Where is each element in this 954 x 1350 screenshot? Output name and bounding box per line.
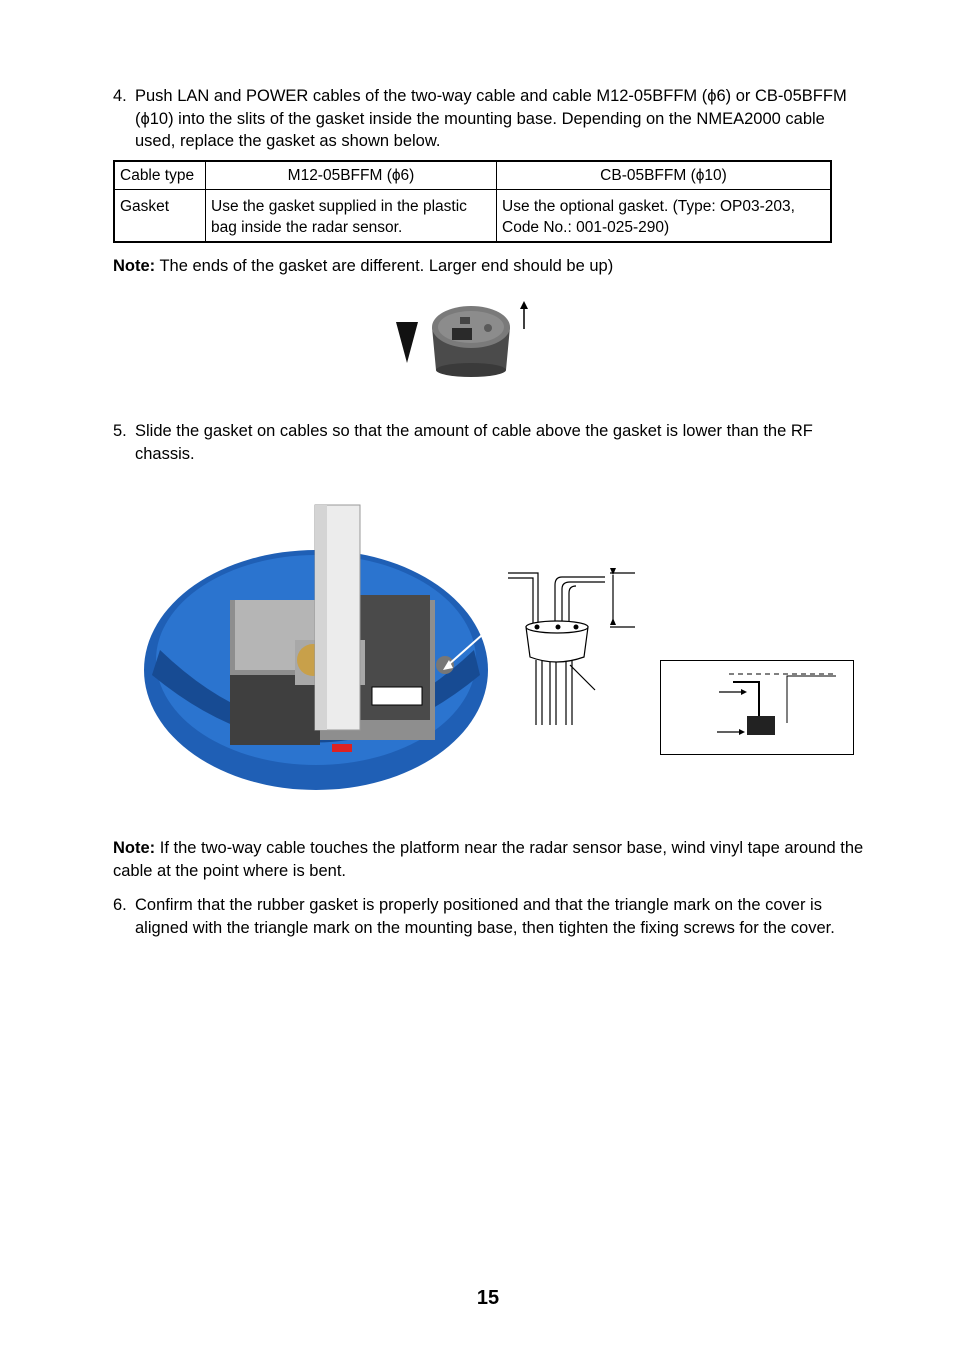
table-cell: Gasket [114,190,206,243]
note-label: Note: [113,839,156,857]
note-gasket-ends [113,255,873,278]
step-number: 4. [113,87,127,105]
step-number: 6. [113,896,127,914]
inset-drawing [661,661,853,754]
inset-diagram [660,660,854,755]
note-text: The ends of the gasket are different. Larger end should be up) [155,257,614,275]
gasket-table [113,160,832,243]
step-4 [113,85,863,153]
up-arrow-icon [520,301,528,329]
gasket-cable-diagram [500,565,645,735]
step-text: Slide the gasket on cables so that the amount of cable above the gasket is lower than the RF chassis. [135,422,813,463]
table-cell: Cable type [114,161,206,190]
note-two-way-cable [113,837,873,882]
table-row [114,161,831,190]
table-cell: Use the optional gasket. (Type: OP03-203, Code No.: 001-025-290) [497,190,832,243]
gasket-illustration [390,295,540,385]
table-row [114,190,831,243]
radome-base-illustration [140,500,500,795]
step-text: Push LAN and POWER cables of the two-way cable and cable M12-05BFFM (ϕ6) or CB-05BFFM (ϕ10) into the slits of the gasket inside the mounting base. Depending on the NMEA2000 cable used, replace the gasket as shown below. [135,87,847,150]
table-cell: CB-05BFFM (ϕ10) [497,161,832,190]
triangle-mark-icon [396,322,418,363]
step-6 [113,894,873,939]
note-label: Note: [113,257,156,275]
page-number: 15 [476,1287,500,1309]
step-number: 5. [113,422,127,440]
table-cell: Use the gasket supplied in the plastic bag inside the radar sensor. [206,190,497,243]
step-5 [113,420,873,465]
table-cell: M12-05BFFM (ϕ6) [206,161,497,190]
note-text: If the two-way cable touches the platform near the radar sensor base, wind vinyl tape around the cable at the point where is bent. [113,839,864,880]
step-text: Confirm that the rubber gasket is properly positioned and that the triangle mark on the cover is aligned with the triangle mark on the mounting base, then tighten the fixing screws for the cover. [135,896,835,937]
gasket-image [432,306,510,377]
